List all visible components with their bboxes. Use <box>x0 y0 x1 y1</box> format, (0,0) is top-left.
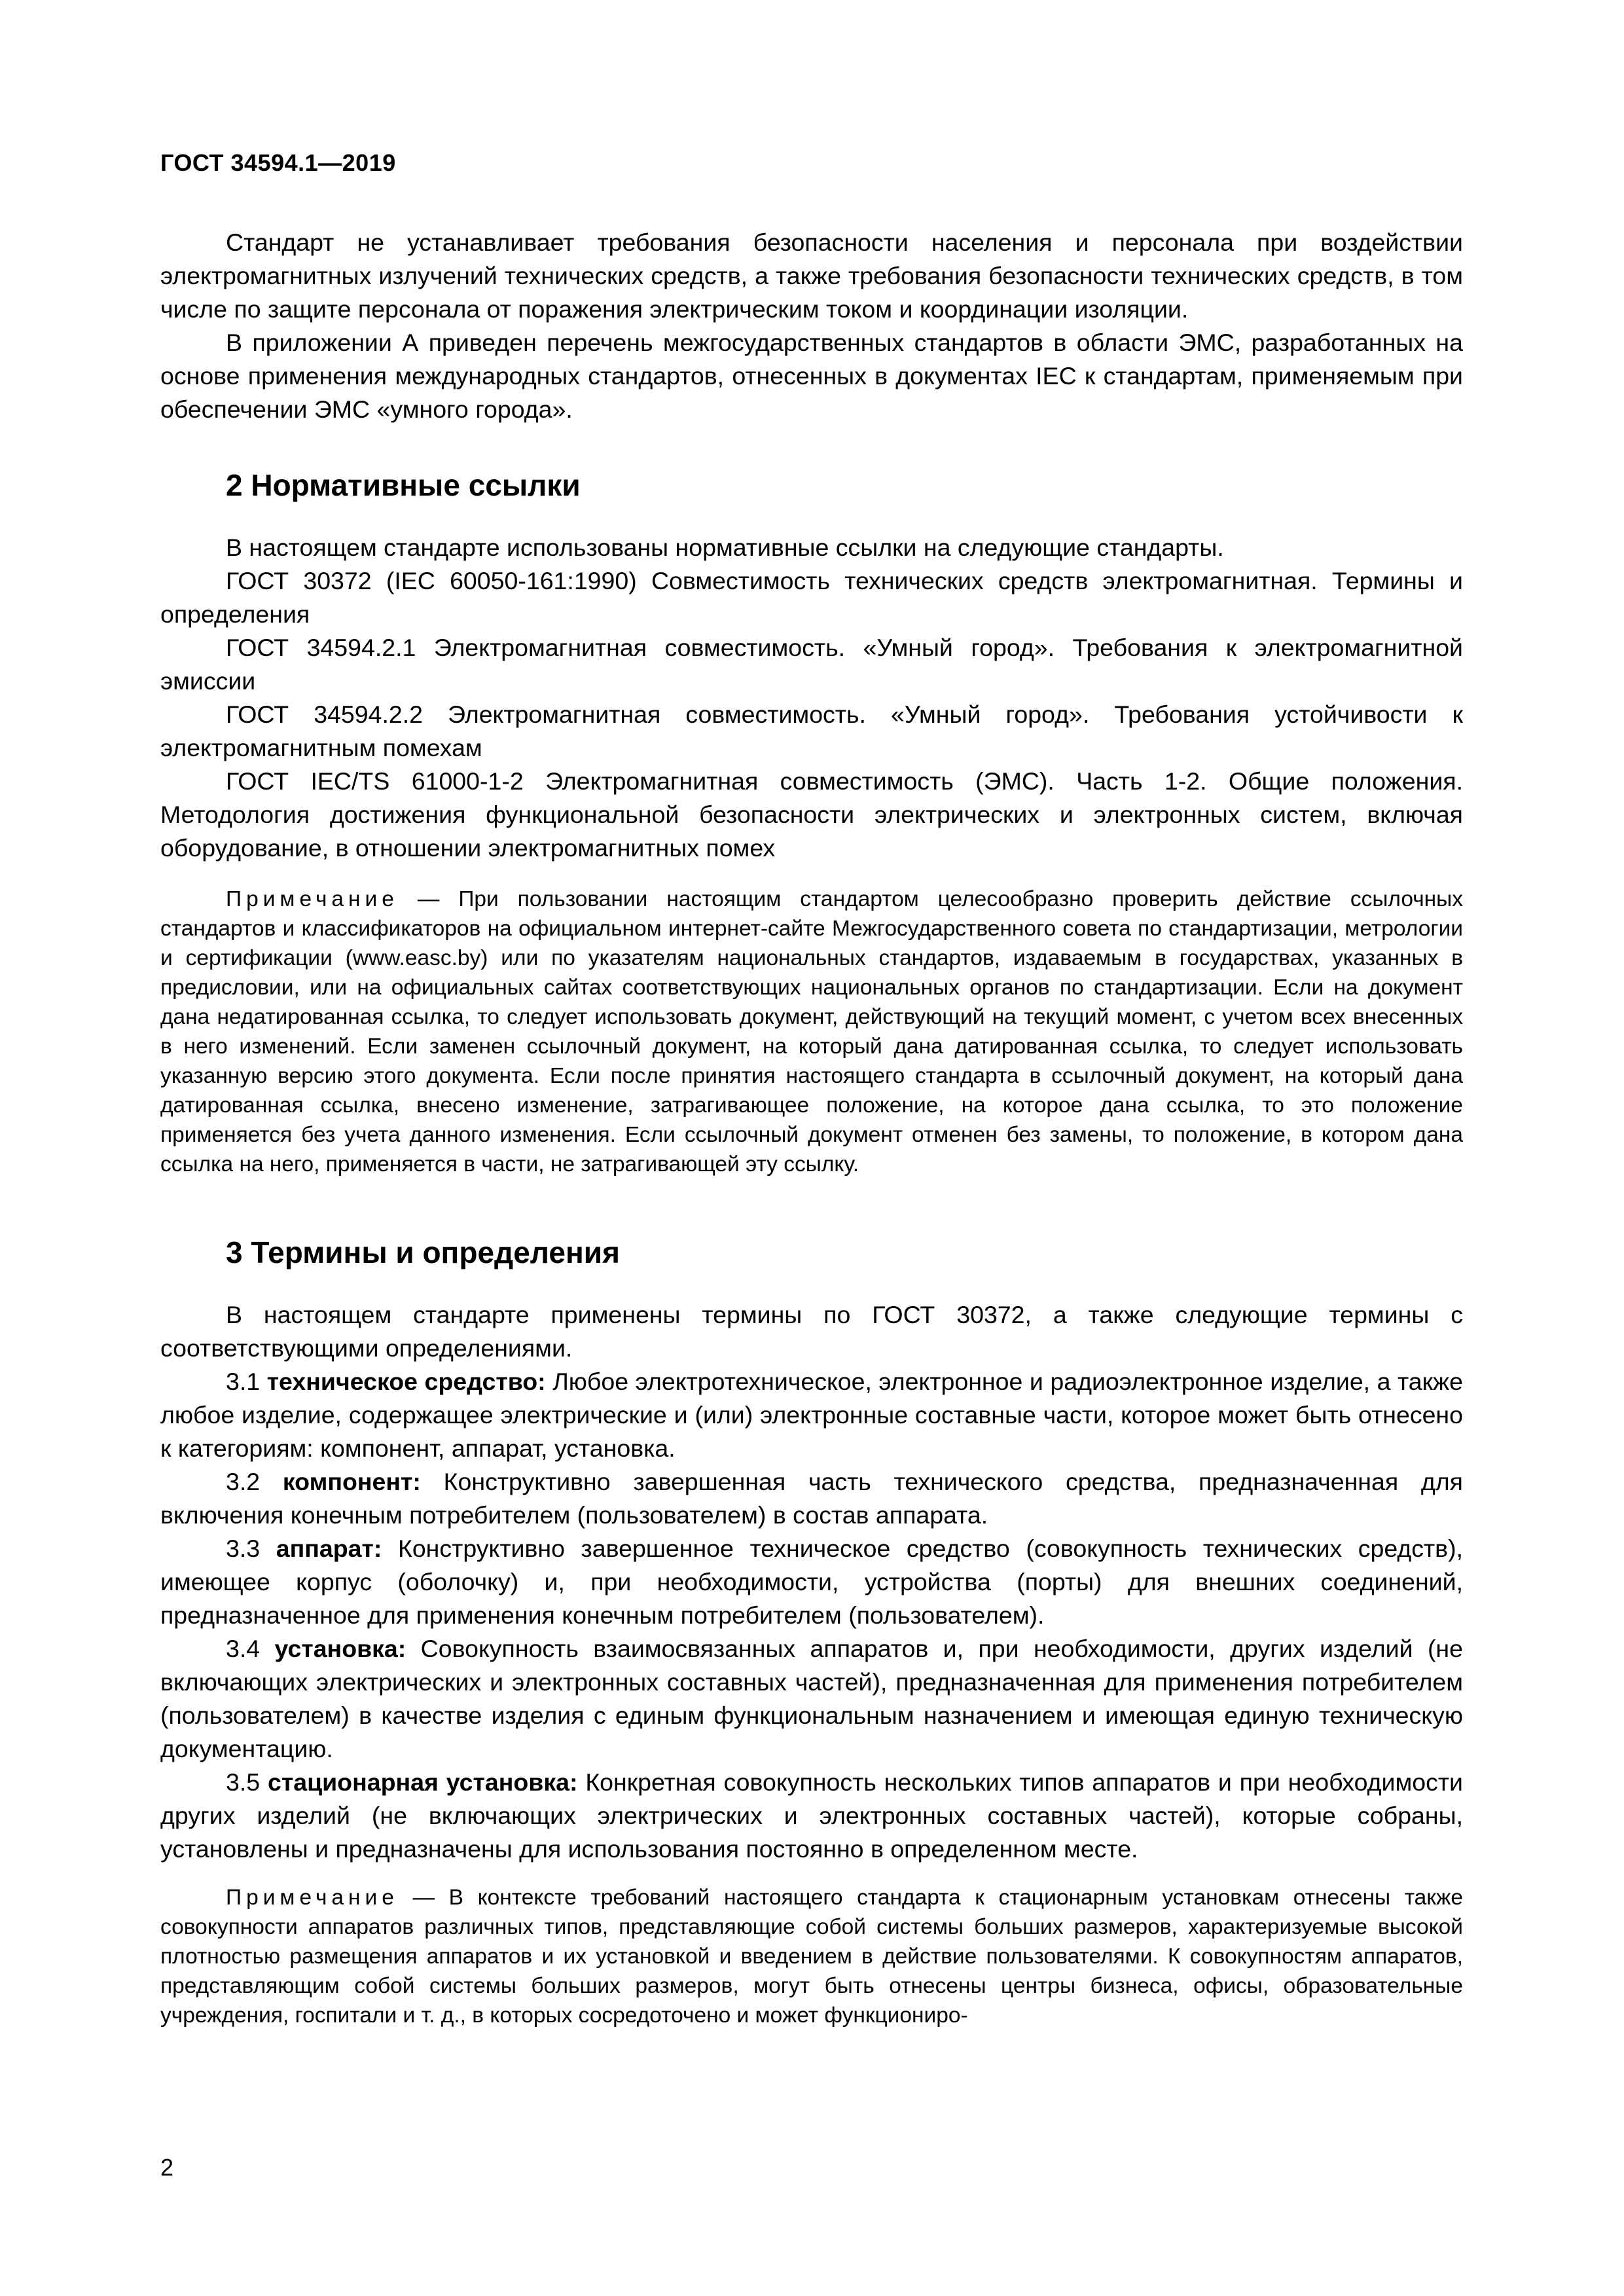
term-definition <box>160 1632 1463 1766</box>
term-text: Совокупность взаимосвязанных аппаратов и, при необходимости, других изделий (не включающих электрических и электронных составных частей), предназначенная для применения потребителем (пользователем) в качестве изделия с единым функциональным назначением и имеющая единую техническую документацию. <box>160 1635 1464 1762</box>
term-number: 3.1 <box>226 1368 261 1395</box>
term-text: Конкретная совокупность нескольких типов аппаратов и при необходимости других изделий (не включающих электрических и электронных составных частей), которые собраны, установлены и предназначены для использования постоянно в определенном месте. <box>160 1768 1463 1863</box>
term-number: 3.5 <box>226 1768 261 1796</box>
section-3-heading: 3 Термины и определения <box>226 1235 620 1269</box>
reference-item: ГОСТ 34594.2.2 Электромагнитная совместимость. «Умный город». Требования устойчивости к электромагнитным помехам <box>160 701 1463 761</box>
reference-item: ГОСТ 30372 (IEC 60050-161:1990) Совместимость технических средств электромагнитная. Термины и определения <box>160 567 1463 628</box>
intro-paragraph-2: В приложении А приведен перечень межгосударственных стандартов в области ЭМС, разработанных на основе применения международных стандартов, отнесенных в документах IEC к стандартам, применяемым при обеспечении ЭМС «умного города». <box>160 329 1463 423</box>
note-text: — В контексте требований настоящего стандарта к стационарным установкам отнесены также совокупности аппаратов различных типов, представляющие собой системы больших размеров, характеризуемые высокой плотностью размещения аппаратов и их установкой и введением в действие пользователями. К совокупностям аппаратов, представляющим собой системы больших размеров, могут быть отнесены центры бизнеса, офисы, образовательные учреждения, госпитали и т. д., в которых сосредоточено и может функциониро- <box>160 1886 1463 2028</box>
term-definition <box>160 1465 1463 1532</box>
term-number: 3.3 <box>226 1535 261 1562</box>
section-2-lead: В настоящем стандарте использованы нормативные ссылки на следующие стандарты. <box>226 534 1224 561</box>
term-name: техническое средство: <box>266 1368 546 1395</box>
term-text: Конструктивно завершенная часть технического средства, предназначенная для включения конечным потребителем (пользователем) в состав аппарата. <box>160 1468 1463 1529</box>
term-text: Любое электротехническое, электронное и радиоэлектронное изделие, а также любое изделие, содержащее электрические и (или) электронные составные части, которое может быть отнесено к категориям: компонент, аппарат, установка. <box>160 1368 1463 1462</box>
section-3-lead: В настоящем стандарте применены термины по ГОСТ 30372, а также следующие термины с соответствующими определениями. <box>160 1301 1463 1362</box>
term-definition <box>160 1766 1463 1866</box>
term-definition <box>160 1365 1463 1465</box>
page-content <box>160 226 1463 2030</box>
note-label: Примечание <box>226 1886 399 1910</box>
section-2-heading: 2 Нормативные ссылки <box>226 468 581 502</box>
reference-item: ГОСТ IEC/TS 61000-1-2 Электромагнитная совместимость (ЭМС). Часть 1-2. Общие положения. Методология достижения функциональной безопасности электрических и электронных систем, включая оборудование, в отношении электромагнитных помех <box>160 767 1463 862</box>
section-3-note <box>160 1883 1463 2030</box>
page-number: 2 <box>160 2154 174 2181</box>
term-name: компонент: <box>282 1468 421 1495</box>
term-text: Конструктивно завершенное техническое средство (совокупность технических средств), имеющее корпус (оболочку) и, при необходимости, устройства (порты) для внешних соединений, предназначенное для применения конечным потребителем (пользователем). <box>160 1535 1464 1629</box>
note-text: — При пользовании настоящим стандартом целесообразно проверить действие ссылочных стандартов и классификаторов на официальном интернет-сайте Межгосударственного совета по стандартизации, метрологии и сертификации (www.easc.by) или по указателям национальных стандартов, издаваемым в государствах, указанных в предисловии, или на официальных сайтах соответствующих национальных органов по стандартизации. Если на документ дана недатированная ссылка, то следует использовать документ, действующий на текущий момент, с учетом всех внесенных в него изменений. Если заменен ссылочный документ, на который дана датированная ссылка, то следует использовать указанную версию этого документа. Если после принятия настоящего стандарта в ссылочный документ, на который дана датированная ссылка, внесено изменение, затрагивающее положение, на которое дана ссылка, то это положение применяется без учета данного изменения. Если ссылочный документ отменен без замены, то положение, в котором дана ссылка на него, применяется в части, не затрагивающей эту ссылку. <box>160 887 1463 1176</box>
term-name: стационарная установка: <box>268 1768 578 1796</box>
section-2-note <box>160 884 1463 1179</box>
note-label: Примечание <box>226 887 399 911</box>
term-definition <box>160 1532 1463 1632</box>
term-name: установка: <box>274 1635 406 1662</box>
document-id-header: ГОСТ 34594.1—2019 <box>160 149 396 176</box>
term-number: 3.4 <box>226 1635 261 1662</box>
intro-paragraph-1: Стандарт не устанавливает требования безопасности населения и персонала при воздействии электромагнитных излучений технических средств, а также требования безопасности технических средств, в том числе по защите персонала от поражения электрическим током и координации изоляции. <box>160 228 1463 323</box>
term-name: аппарат: <box>276 1535 382 1562</box>
reference-item: ГОСТ 34594.2.1 Электромагнитная совместимость. «Умный город». Требования к электромагнитной эмиссии <box>160 634 1463 695</box>
term-number: 3.2 <box>226 1468 261 1495</box>
